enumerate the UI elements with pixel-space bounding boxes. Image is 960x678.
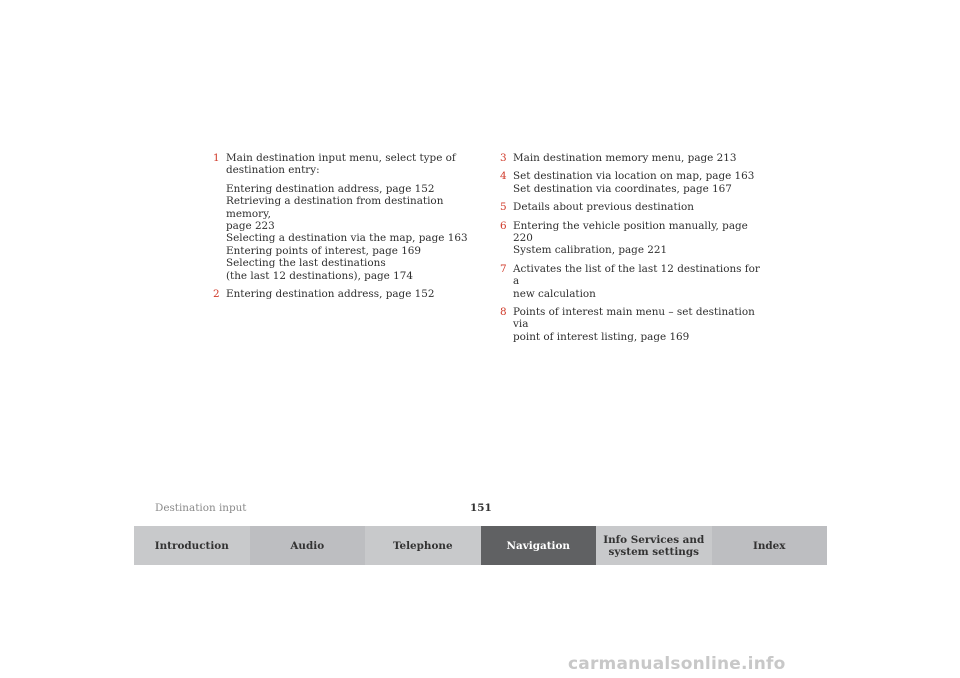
left-column: [213, 152, 473, 306]
item-text: Activates the list of the last 12 destinations for a: [513, 262, 760, 288]
item-number: 5: [500, 201, 507, 214]
sub-line: Selecting the last destinations: [226, 257, 386, 270]
tab-label: Audio: [290, 539, 325, 552]
list-item-4: [500, 170, 760, 195]
item-text: Main destination input menu, select type of: [226, 152, 456, 164]
item-text: Points of interest main menu – set destination via: [513, 306, 755, 331]
tab-label: Navigation: [506, 539, 570, 552]
tab-navigation[interactable]: [481, 526, 597, 565]
list-item-3: [500, 152, 760, 164]
item-number: 2: [213, 288, 220, 301]
item-text: Set destination via coordinates, page 167: [513, 182, 732, 195]
tab-audio[interactable]: [250, 526, 366, 565]
tab-label: Index: [753, 539, 786, 552]
item-text: destination entry:: [226, 164, 320, 177]
tab-label: Info Services and system settings: [603, 533, 705, 558]
item-text: new calculation: [513, 287, 596, 300]
tab-label: Telephone: [392, 539, 453, 552]
sub-line: Entering destination address, page 152: [226, 182, 435, 195]
item-sub-list: [226, 183, 473, 282]
tab-index[interactable]: [712, 526, 828, 565]
item-number: 8: [500, 306, 507, 319]
chapter-tab-bar: [134, 526, 827, 565]
list-item-5: [500, 201, 760, 213]
page-number: 151: [470, 502, 492, 514]
right-column: [500, 152, 760, 349]
item-number: 6: [500, 219, 507, 232]
item-number: 3: [500, 152, 507, 164]
list-item-7: [500, 263, 760, 300]
list-item-8: [500, 306, 760, 343]
tab-label: Introduction: [154, 539, 229, 552]
sub-line: (the last 12 destinations), page 174: [226, 269, 413, 282]
item-number: 7: [500, 262, 507, 275]
item-text: point of interest listing, page 169: [513, 330, 690, 343]
item-number: 4: [500, 170, 507, 183]
tab-introduction[interactable]: [134, 526, 250, 565]
tab-telephone[interactable]: [365, 526, 481, 565]
sub-line: Retrieving a destination from destination memory,: [226, 195, 444, 220]
list-item-1: [213, 152, 473, 282]
item-text: Set destination via location on map, page 163: [513, 170, 755, 183]
section-title: Destination input: [155, 502, 247, 514]
item-text: System calibration, page 221: [513, 244, 668, 257]
sub-line: Selecting a destination via the map, page 163: [226, 232, 468, 245]
item-text: Entering the vehicle position manually, page 220: [513, 219, 748, 245]
tab-info-services[interactable]: [596, 526, 712, 565]
list-item-6: [500, 220, 760, 257]
sub-line: Entering points of interest, page 169: [226, 244, 422, 257]
item-text: Details about previous destination: [513, 201, 694, 214]
item-text: Main destination memory menu, page 213: [513, 152, 737, 164]
item-text: Entering destination address, page 152: [226, 288, 435, 301]
sub-line: page 223: [226, 220, 275, 233]
item-number: 1: [213, 152, 220, 164]
watermark: carmanualsonline.info: [568, 654, 786, 674]
list-item-2: [213, 288, 473, 300]
